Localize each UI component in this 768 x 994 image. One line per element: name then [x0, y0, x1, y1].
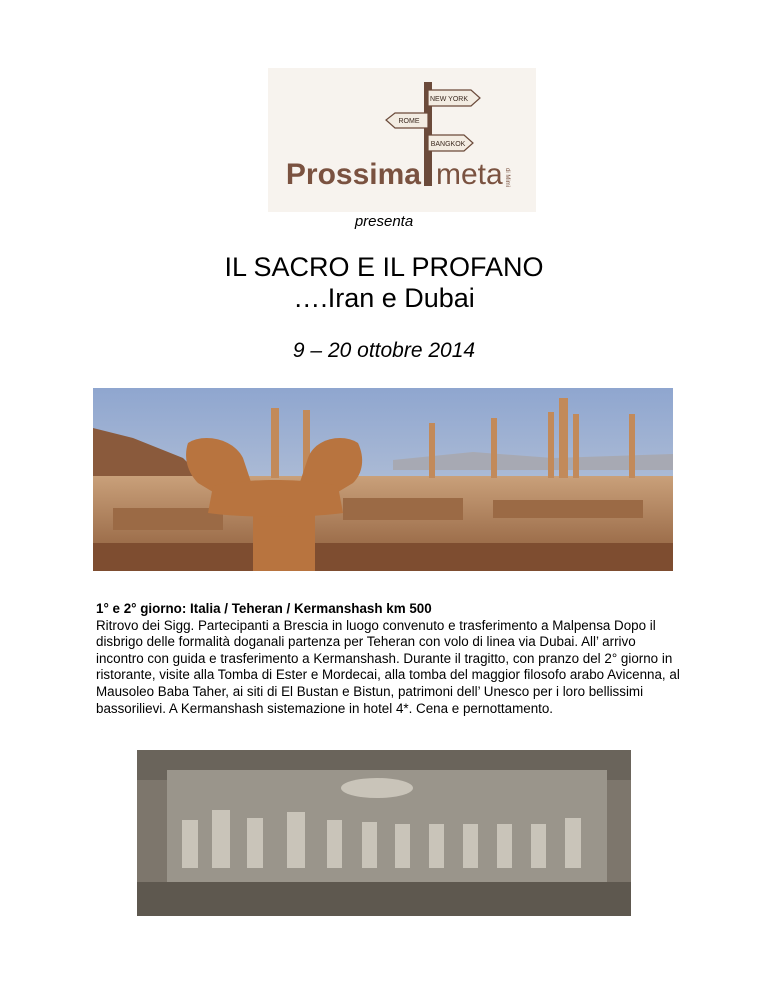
title-line-1: IL SACRO E IL PROFANO	[224, 252, 544, 282]
title-line-2: ….Iran e Dubai	[293, 283, 475, 313]
persepolis-photo	[93, 388, 673, 571]
sign-new-york: NEW YORK	[430, 96, 468, 103]
trip-dates: 9 – 20 ottobre 2014	[292, 339, 476, 362]
bistun-relief-photo	[137, 750, 631, 916]
brand-tag: di Mimì	[504, 168, 510, 188]
presenta-label: presenta	[354, 213, 414, 230]
day-description: Ritrovo dei Sigg. Partecipanti a Brescia in luogo convenuto e trasferimento a Malpensa Dopo il disbrigo delle formalità doganali partenza per Teheran con volo di linea via Dubai. All’ arrivo incontro con guida e trasferimento a Kermanshash. Durante il tragitto, con pranzo del 2° giorno in ristorante, visite alla Tomba di Ester e Mordecai, alla tomba del maggior filosofo arabo Avicenna, al Mausoleo Baba Taher, ai siti di El Bustan e Bistun, patrimoni dell’ Unesco per i loro bellissimi bassorilievi. A Kermanshash sistemazione in hotel 4*. Cena e pernottamento.	[96, 617, 680, 716]
day-title: 1° e 2° giorno: Italia / Teheran / Kermanshash km 500	[96, 601, 432, 616]
prossima-meta-logo	[268, 68, 536, 212]
brand-meta: meta	[436, 158, 503, 191]
itinerary-day-1-2	[96, 601, 686, 717]
sign-rome: ROME	[398, 118, 420, 125]
page-title	[0, 252, 768, 314]
brand-prossima: Prossima	[285, 158, 421, 191]
sign-bangkok: BANGKOK	[430, 141, 466, 148]
